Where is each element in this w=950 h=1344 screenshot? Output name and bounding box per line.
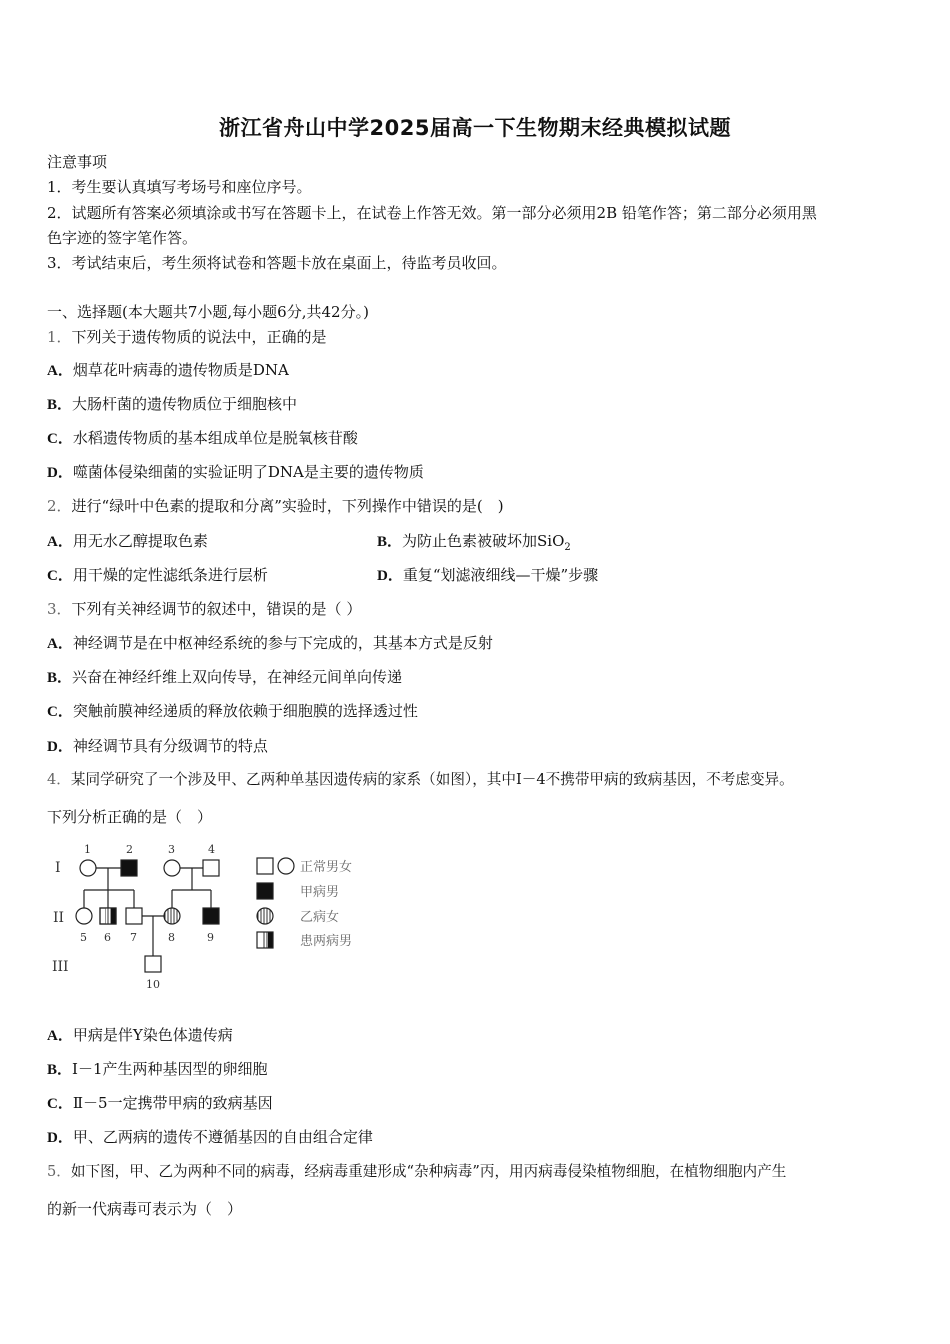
generation-label: II	[53, 910, 65, 926]
legend-label: 乙病女	[300, 910, 340, 925]
notice-item: 2．试题所有答案必须填涂或书写在答题卡上，在试卷上作答无效。第一部分必须用2B 铅笔作答；第二部分必须用黑	[47, 204, 817, 222]
individual-number: 3	[168, 843, 175, 856]
notice-heading: 注意事项	[47, 153, 108, 171]
option-d	[47, 462, 424, 483]
option-label: A．	[47, 1028, 73, 1044]
option-text: 甲、乙两病的遗传不遵循基因的自由组合定律	[72, 1128, 373, 1146]
individual-number: 6	[104, 931, 111, 944]
option-label: A．	[47, 636, 73, 652]
option-b	[47, 394, 297, 415]
option-text: 兴奋在神经纤维上双向传导，在神经元间单向传递	[72, 668, 403, 686]
question-2	[47, 496, 504, 516]
legend-normal-male	[257, 858, 273, 874]
question-number: 3．	[47, 600, 72, 618]
question-5	[47, 1162, 786, 1182]
individual-9	[203, 908, 219, 924]
option-text: 神经调节具有分级调节的特点	[72, 737, 268, 755]
individual-number: 8	[168, 931, 175, 944]
option-text: 噬菌体侵染细菌的实验证明了DNA是主要的遗传物质	[72, 463, 424, 481]
individual-number: 2	[126, 843, 133, 856]
option-label: B．	[47, 1062, 73, 1078]
option-text: Ⅰ－1产生两种基因型的卵细胞	[72, 1060, 268, 1078]
individual-3	[164, 860, 180, 876]
option-text: 神经调节是在中枢神经系统的参与下完成的，其基本方式是反射	[72, 634, 493, 652]
notice-item: 色字迹的签字笔作答。	[47, 229, 198, 247]
generation-label: I	[55, 860, 61, 876]
section-heading: 一、选择题(本大题共7小题,每小题6分,共42分。)	[47, 303, 369, 321]
legend-label: 甲病男	[300, 885, 340, 900]
individual-number: 1	[84, 843, 91, 856]
question-stem: 某同学研究了一个涉及甲、乙两种单基因遗传病的家系（如图），其中Ⅰ－4不携带甲病的致病基因，不考虑变异。	[70, 771, 794, 788]
question-4	[47, 770, 794, 790]
option-label: C．	[47, 1096, 73, 1112]
individual-number: 7	[130, 931, 137, 944]
option-label: B．	[377, 534, 403, 550]
option-c	[47, 701, 418, 722]
legend-label: 患两病男	[300, 934, 353, 949]
individual-2	[121, 860, 137, 876]
question-stem: 进行“绿叶中色素的提取和分离”实验时，下列操作中错误的是( )	[71, 497, 504, 515]
option-label: C．	[47, 431, 73, 447]
legend-normal-female	[278, 858, 294, 874]
option-d	[47, 736, 268, 757]
option-label: D．	[377, 568, 403, 584]
individual-number: 4	[208, 843, 215, 856]
question-stem-continued: 下列分析正确的是（ ）	[47, 808, 213, 826]
option-text: 用干燥的定性滤纸条进行层析	[72, 566, 268, 584]
option-label: C．	[47, 704, 73, 720]
option-text: 甲病是伴Y染色体遗传病	[72, 1026, 233, 1044]
notice-item: 1．考生要认真填写考场号和座位序号。	[47, 178, 312, 196]
question-stem: 下列有关神经调节的叙述中，错误的是（ ）	[71, 600, 362, 618]
option-label: C．	[47, 568, 73, 584]
option-text: 水稻遗传物质的基本组成单位是脱氧核苷酸	[72, 429, 358, 447]
option-text: Ⅱ－5一定携带甲病的致病基因	[72, 1094, 273, 1112]
question-stem: 如下图，甲、乙为两种不同的病毒，经病毒重建形成“杂种病毒”丙，用丙病毒侵染植物细胞，在植物细胞内产生	[70, 1163, 787, 1180]
option-label: D．	[47, 1130, 73, 1146]
individual-4	[203, 860, 219, 876]
question-stem: 下列关于遗传物质的说法中，正确的是	[71, 328, 327, 346]
individual-5	[76, 908, 92, 924]
option-text: 为防止色素被破坏加SiO	[402, 532, 565, 550]
option-subscript: 2	[564, 542, 571, 553]
individual-number: 10	[146, 978, 160, 991]
option-a	[47, 1025, 233, 1046]
option-text: 重复“划滤液细线—干燥”步骤	[402, 566, 599, 584]
generation-label: III	[52, 959, 69, 975]
option-c	[47, 428, 358, 449]
option-label: A．	[47, 363, 73, 379]
question-1	[47, 327, 327, 347]
option-c	[47, 565, 268, 586]
pedigree-figure	[47, 838, 377, 998]
option-label: D．	[47, 465, 73, 481]
option-label: B．	[47, 670, 73, 686]
individual-8	[164, 908, 180, 924]
option-text: 大肠杆菌的遗传物质位于细胞核中	[72, 395, 298, 413]
individual-number: 5	[80, 931, 87, 944]
option-b	[47, 1059, 268, 1080]
question-number: 2．	[47, 497, 72, 515]
option-b	[377, 531, 571, 558]
option-a	[47, 531, 208, 552]
question-number: 4．	[47, 771, 71, 788]
individual-number: 9	[207, 931, 214, 944]
legend-label: 正常男女	[300, 860, 353, 875]
option-a	[47, 633, 493, 654]
individual-7	[126, 908, 142, 924]
question-number: 1．	[47, 328, 72, 346]
question-number: 5．	[47, 1163, 71, 1180]
option-c	[47, 1093, 273, 1114]
option-label: A．	[47, 534, 73, 550]
option-d	[377, 565, 598, 586]
option-label: D．	[47, 739, 73, 755]
option-a	[47, 360, 289, 381]
question-stem-continued: 的新一代病毒可表示为（ ）	[47, 1200, 243, 1218]
individual-1	[80, 860, 96, 876]
notice-item: 3．考试结束后，考生须将试卷和答题卡放在桌面上，待监考员收回。	[47, 254, 507, 272]
individual-10	[145, 956, 161, 972]
option-b	[47, 667, 402, 688]
option-label: B．	[47, 397, 73, 413]
option-text: 烟草花叶病毒的遗传物质是DNA	[72, 361, 289, 379]
option-text: 用无水乙醇提取色素	[72, 532, 208, 550]
question-3	[47, 599, 361, 619]
page-title: 浙江省舟山中学2025届高一下生物期末经典模拟试题	[219, 116, 731, 140]
legend-disease-b-female	[257, 908, 273, 924]
legend-disease-a-male	[257, 883, 273, 899]
option-d	[47, 1127, 373, 1148]
option-text: 突触前膜神经递质的释放依赖于细胞膜的选择透过性	[72, 702, 418, 720]
